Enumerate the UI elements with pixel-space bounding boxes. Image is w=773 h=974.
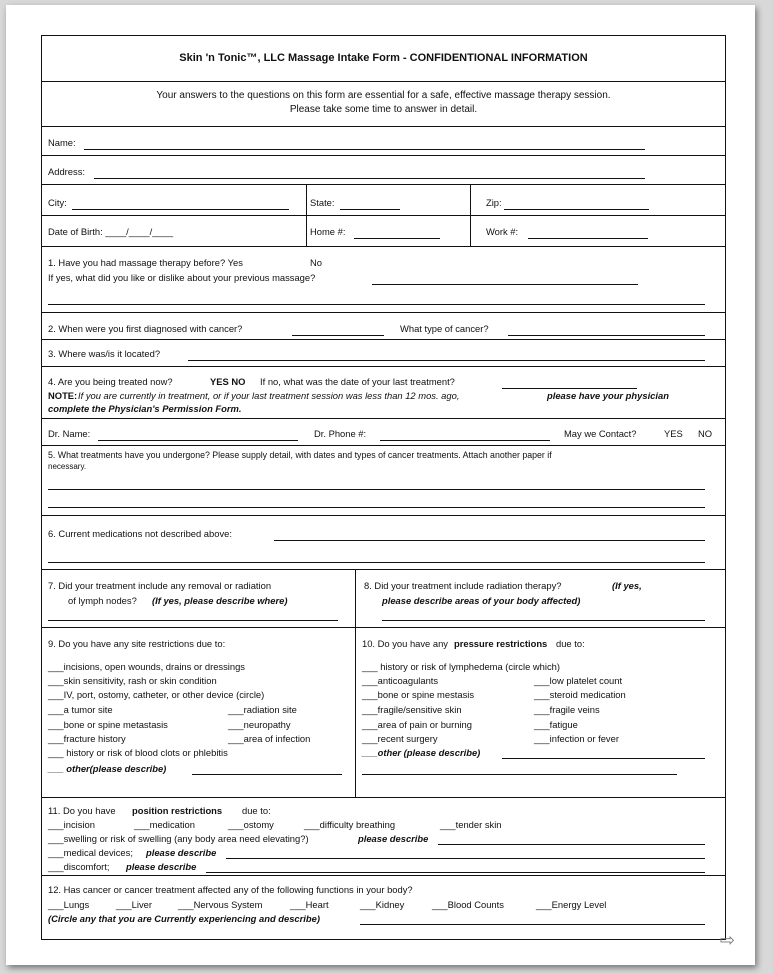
q10-item[interactable]: ___recent surgery: [362, 733, 438, 744]
q8-answer-line[interactable]: [382, 620, 705, 621]
q1-answer-line-1[interactable]: [372, 284, 638, 285]
q2-type-label: What type of cancer?: [400, 323, 489, 334]
q8-text-2: please describe areas of your body affected): [382, 595, 581, 606]
q5-text-2: necessary.: [48, 462, 87, 471]
form-page: [6, 5, 755, 965]
q1-text: 1. Have you had massage therapy before? Yes: [48, 257, 243, 268]
state-field[interactable]: [340, 209, 400, 210]
q7-text-2b: (If yes, please describe where): [152, 595, 288, 606]
contact-no[interactable]: NO: [698, 428, 713, 439]
question-11: [42, 798, 725, 876]
contact-yes[interactable]: YES: [664, 428, 683, 439]
q11-swelling[interactable]: ___swelling or risk of swelling (any body area need elevating?): [48, 833, 309, 844]
q12-title: 12. Has cancer or cancer treatment affected any of the following functions in your body?: [48, 884, 413, 895]
q9-item[interactable]: ___IV, port, ostomy, catheter, or other device (circle): [48, 689, 265, 700]
q10-item[interactable]: ___bone or spine mestasis: [362, 689, 475, 700]
address-label: Address:: [48, 166, 85, 177]
q10-title-a: 10. Do you have any: [362, 638, 448, 649]
q10-item[interactable]: ___infection or fever: [534, 733, 619, 744]
work-phone-field[interactable]: [528, 238, 648, 239]
q6-answer-line-1[interactable]: [274, 540, 705, 541]
q9-item[interactable]: ___neuropathy: [228, 719, 291, 730]
city-field[interactable]: [72, 209, 289, 210]
q4-yes-no[interactable]: YES NO: [210, 376, 246, 387]
q12-option[interactable]: ___Nervous System: [178, 899, 263, 910]
q11-title-a: 11. Do you have: [48, 805, 116, 816]
intro-line-1: Your answers to the questions on this form are essential for a safe, effective massage therapy session.: [156, 90, 611, 101]
question-12: [42, 876, 725, 941]
q11-option[interactable]: ___difficulty breathing: [304, 819, 396, 830]
q9-item-other[interactable]: ___ other(please describe): [48, 763, 167, 774]
intake-form: [41, 35, 726, 940]
q7-text-2a: of lymph nodes?: [68, 595, 137, 606]
q12-option[interactable]: ___Blood Counts: [432, 899, 504, 910]
q9-title: 9. Do you have any site restrictions due to:: [48, 638, 226, 649]
q3-field[interactable]: [188, 360, 705, 361]
q11-devices-describe: please describe: [146, 847, 217, 858]
question-5: [42, 446, 725, 516]
q10-item[interactable]: ___fragile veins: [534, 704, 600, 715]
q11-option[interactable]: ___incision: [48, 819, 95, 830]
dr-phone-label: Dr. Phone #:: [314, 428, 367, 439]
zip-label: Zip:: [486, 197, 502, 208]
city-label: City:: [48, 197, 67, 208]
q10-other-line-1[interactable]: [502, 758, 705, 759]
q4-note-label: NOTE:: [48, 390, 78, 401]
q4-date-field[interactable]: [502, 388, 637, 389]
q12-note: (Circle any that you are Currently experiencing and describe): [48, 913, 320, 924]
contact-label: May we Contact?: [564, 428, 637, 439]
address-field[interactable]: [94, 178, 645, 179]
q9-item[interactable]: ___ history or risk of blood clots or phlebitis: [48, 747, 228, 758]
q9-item[interactable]: ___incisions, open wounds, drains or dressings: [48, 661, 245, 672]
dr-name-field[interactable]: [98, 440, 298, 441]
q12-option[interactable]: ___Lungs: [48, 899, 90, 910]
q2-date-field[interactable]: [292, 335, 384, 336]
q12-option[interactable]: ___Kidney: [360, 899, 405, 910]
q4-note-line-2: complete the Physician's Permission Form.: [48, 403, 242, 414]
q10-item[interactable]: ___fatigue: [534, 719, 578, 730]
q11-option[interactable]: ___tender skin: [440, 819, 502, 830]
q5-text: 5. What treatments have you undergone? Please supply detail, with dates and types of cancer treatments. Attach another paper if: [48, 450, 552, 460]
question-2: [42, 313, 725, 340]
city-row: [42, 185, 725, 216]
home-phone-label: Home #:: [310, 226, 346, 237]
q10-title-b: pressure restrictions: [454, 638, 548, 649]
q1-no[interactable]: No: [310, 257, 322, 268]
q11-option[interactable]: ___medication: [134, 819, 195, 830]
q4-rest: If no, what was the date of your last treatment?: [260, 376, 455, 387]
q10-item[interactable]: ___area of pain or burning: [362, 719, 472, 730]
q2-type-field[interactable]: [508, 335, 705, 336]
q2-text: 2. When were you first diagnosed with cancer?: [48, 323, 243, 334]
q10-item[interactable]: ___anticoagulants: [362, 675, 439, 686]
q10-item[interactable]: ___fragile/sensitive skin: [362, 704, 462, 715]
dr-name-label: Dr. Name:: [48, 428, 91, 439]
form-title: Skin 'n Tonic™, LLC Massage Intake Form - CONFIDENTIONAL INFORMATION: [179, 52, 588, 64]
doctor-row: [42, 419, 725, 446]
question-4: [42, 367, 725, 419]
q9-item[interactable]: ___radiation site: [228, 704, 297, 715]
q7-answer-line[interactable]: [48, 620, 338, 621]
q11-swelling-line[interactable]: [438, 844, 705, 845]
q9-item[interactable]: ___area of infection: [228, 733, 311, 744]
name-field[interactable]: [84, 149, 645, 150]
q10-item[interactable]: ___ history or risk of lymphedema (circle which): [362, 661, 560, 672]
q11-option[interactable]: ___ostomy: [228, 819, 274, 830]
q12-answer-line[interactable]: [360, 924, 705, 925]
q11-title-b: position restrictions: [132, 805, 223, 816]
q4-text: 4. Are you being treated now?: [48, 376, 173, 387]
q6-text: 6. Current medications not described above:: [48, 528, 232, 539]
q10-item[interactable]: ___steroid medication: [534, 689, 626, 700]
q9-item[interactable]: ___skin sensitivity, rash or skin condition: [48, 675, 217, 686]
phone-row: [42, 216, 725, 247]
q12-option[interactable]: ___Liver: [116, 899, 152, 910]
q9-item[interactable]: ___bone or spine metastasis: [48, 719, 168, 730]
home-phone-field[interactable]: [354, 238, 440, 239]
intro-row: [42, 82, 725, 127]
q5-answer-line-1[interactable]: [48, 489, 705, 490]
q10-item[interactable]: ___low platelet count: [534, 675, 623, 686]
q3-text: 3. Where was/is it located?: [48, 348, 161, 359]
q9-item[interactable]: ___fracture history: [48, 733, 126, 744]
title-row: [42, 36, 725, 82]
q11-discomfort-line[interactable]: [206, 872, 705, 873]
q4-note-line-1b: please have your physician: [547, 390, 669, 401]
q6-answer-line-2[interactable]: [48, 562, 705, 563]
page-curl-arrow-icon: ⇨: [719, 930, 735, 950]
question-3: [42, 340, 725, 367]
work-phone-label: Work #:: [486, 226, 519, 237]
dr-phone-field[interactable]: [380, 440, 550, 441]
q11-title-c: due to:: [242, 805, 271, 816]
q11-discomfort[interactable]: ___discomfort;: [48, 861, 110, 872]
question-1: [42, 247, 725, 313]
intro-line-2: Please take some time to answer in detail.: [289, 104, 478, 115]
name-label: Name:: [48, 137, 76, 148]
question-6: [42, 516, 725, 570]
q11-devices-line[interactable]: [226, 858, 705, 859]
q8-text: 8. Did your treatment include radiation therapy?: [364, 580, 562, 591]
q9-other-line[interactable]: [192, 774, 342, 775]
q12-option[interactable]: ___Heart: [290, 899, 329, 910]
q11-medical-devices[interactable]: ___medical devices;: [48, 847, 133, 858]
q10-title-c: due to:: [556, 638, 585, 649]
q11-discomfort-describe: please describe: [126, 861, 197, 872]
q4-note-line-1: If you are currently in treatment, or if your last treatment session was less than 12 mos. ago,: [78, 390, 460, 401]
q12-option[interactable]: ___Energy Level: [536, 899, 607, 910]
q5-answer-line-2[interactable]: [48, 507, 705, 508]
name-row[interactable]: [42, 127, 725, 156]
q10-other-line-2[interactable]: [362, 774, 677, 775]
q1-subtext: If yes, what did you like or dislike about your previous massage?: [48, 272, 316, 283]
q10-item-other[interactable]: ___other (please describe): [362, 747, 481, 758]
address-row[interactable]: [42, 156, 725, 185]
q8-text-b: (If yes,: [612, 580, 642, 591]
q7-text: 7. Did your treatment include any removal or radiation: [48, 580, 272, 591]
q9-item[interactable]: ___a tumor site: [48, 704, 113, 715]
state-label: State:: [310, 197, 335, 208]
question-7-8: [42, 570, 725, 628]
question-9-10: [42, 628, 725, 798]
q11-swelling-describe: please describe: [358, 833, 429, 844]
dob-label[interactable]: Date of Birth: ____/____/____: [48, 226, 174, 237]
q1-answer-line-2[interactable]: [48, 304, 705, 305]
zip-field[interactable]: [504, 209, 649, 210]
